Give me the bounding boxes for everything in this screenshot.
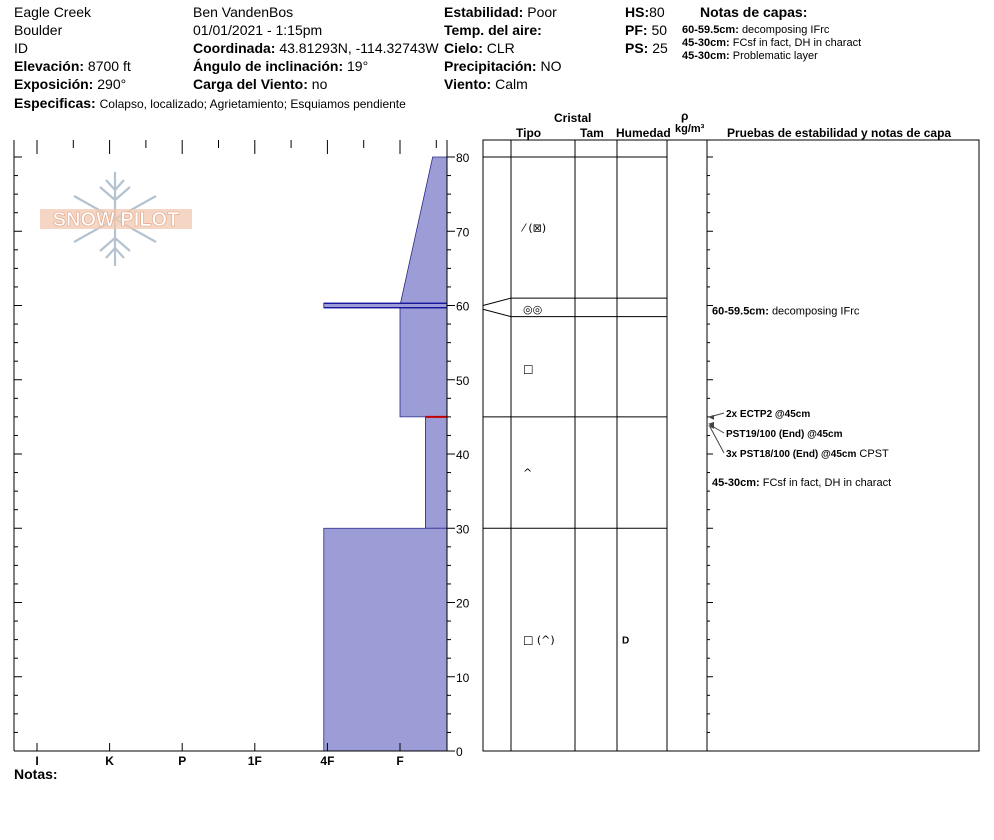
sky-label: Cielo:	[444, 40, 483, 56]
boundary-connector	[483, 309, 511, 316]
density-column-header: kg/m³	[675, 123, 705, 135]
state-name: ID	[14, 40, 28, 56]
wind-load-value: no	[311, 76, 328, 92]
hardness-tick-label: K	[105, 754, 114, 768]
air-temp-label: Temp. del aire:	[444, 22, 542, 38]
layer-notes-title: Notas de capas:	[700, 4, 808, 20]
coordinate-label: Coordinada:	[193, 40, 276, 56]
hardness-tick-label: 4F	[320, 754, 335, 768]
test-leader-line	[710, 427, 724, 453]
layer-note-text: FCsf in fact, DH in charact	[732, 37, 862, 49]
stability-test-extra: CPST	[856, 448, 889, 460]
grain-type-symbol: ^	[523, 466, 533, 480]
layer-note-text: FCsf in fact, DH in charact	[762, 477, 892, 490]
layer-note-range: 45-30cm:	[712, 477, 763, 490]
wind-label: Viento:	[444, 76, 492, 92]
notes-label: Notas:	[14, 766, 58, 782]
stability-test-result	[726, 448, 889, 460]
hardness-tick-label: P	[178, 754, 187, 768]
rho-symbol: ρ	[681, 109, 689, 123]
layer-note-text: Problematic layer	[732, 50, 818, 62]
region-name: Boulder	[14, 22, 63, 38]
pf-label: PF:	[625, 22, 648, 38]
grain-type-symbol: □	[523, 362, 534, 376]
moisture-value: D	[622, 635, 630, 647]
pf-value: 50	[651, 22, 668, 38]
precipitation-value: NO	[540, 58, 562, 74]
grain-type-symbol: ◎◎	[523, 303, 543, 317]
observer-name: Ben VandenBos	[193, 4, 294, 20]
depth-tick-label: 30	[456, 522, 470, 537]
elevation-value: 8700 ft	[87, 58, 131, 74]
stability-label: Estabilidad:	[444, 4, 524, 20]
precipitation-label: Precipitación:	[444, 58, 537, 74]
depth-tick-label: 60	[456, 299, 470, 314]
ps-label: PS:	[625, 40, 649, 56]
specifics-label: Especificas:	[14, 95, 96, 111]
hardness-layer-bar	[400, 308, 447, 417]
hardness-tick-label: 1F	[247, 754, 262, 768]
layer-note-range: 60-59.5cm:	[712, 305, 772, 318]
hardness-tick-label: I	[35, 754, 39, 768]
layer-note-text: decomposing IFrc	[771, 305, 860, 318]
layer-note	[712, 306, 860, 318]
stability-test-label: PST19/100 (End) @45cm	[726, 429, 843, 440]
specifics-value: Colapso, localizado; Agrietamiento; Esquiamos pendiente	[99, 97, 406, 111]
tests-column-header: Pruebas de estabilidad y notas de capa	[727, 126, 952, 140]
stability-test-result	[726, 409, 810, 420]
type-column-header: Tipo	[516, 126, 542, 140]
slope-label: Ángulo de inclinación:	[193, 58, 344, 74]
snowpilot-logo: SNOW PILOT	[52, 209, 180, 231]
exposure-value: 290°	[97, 76, 127, 92]
slope-value: 19°	[347, 58, 369, 74]
wind-load-label: Carga del Viento:	[193, 76, 308, 92]
layer-note-range: 60-59.5cm:	[682, 24, 739, 36]
moisture-column-header: Humedad	[616, 126, 671, 140]
hs-label: HS:	[625, 4, 650, 20]
layer-note-text: decomposing IFrc	[741, 24, 830, 36]
hardness-layer-bar	[324, 303, 447, 307]
hardness-layer-bar	[324, 528, 447, 751]
boundary-connector	[483, 298, 511, 305]
location-name: Eagle Creek	[14, 4, 92, 20]
stability-test-result	[726, 429, 843, 440]
sky-value: CLR	[486, 40, 515, 56]
layer-note-range: 45-30cm:	[682, 37, 730, 49]
depth-tick-label: 20	[456, 596, 470, 611]
layer-note	[712, 477, 891, 489]
observation-datetime: 01/01/2021 - 1:15pm	[193, 22, 323, 38]
elevation-label: Elevación:	[14, 58, 85, 74]
grain-type-symbol: ⁄ (⊠)	[523, 221, 547, 235]
layer-note-range: 45-30cm:	[682, 50, 730, 62]
depth-tick-label: 10	[456, 670, 470, 685]
grain-type-symbol: □ (^)	[523, 633, 555, 647]
hardness-layer-bar	[400, 157, 447, 306]
crystal-panel-frame	[483, 140, 979, 751]
depth-tick-label: 0	[456, 745, 463, 759]
depth-tick-label: 70	[456, 225, 470, 240]
ps-value: 25	[652, 40, 668, 56]
hardness-tick-label: F	[396, 754, 404, 768]
depth-tick-label: 40	[456, 448, 470, 462]
stability-test-label: 2x ECTP2 @45cm	[726, 409, 811, 420]
hardness-layer-bar	[425, 417, 447, 528]
wind-value: Calm	[495, 76, 528, 92]
size-column-header: Tam	[580, 126, 604, 140]
coordinate-value: 43.81293N, -114.32743W	[279, 40, 439, 56]
hs-value: 80	[649, 4, 665, 20]
depth-tick-label: 80	[456, 151, 470, 165]
stability-value: Poor	[527, 4, 557, 20]
stability-test-label: 3x PST18/100 (End) @45cm	[726, 449, 857, 460]
exposure-label: Exposición:	[14, 76, 94, 92]
depth-tick-label: 50	[456, 373, 470, 388]
crystal-header: Cristal	[554, 111, 592, 125]
